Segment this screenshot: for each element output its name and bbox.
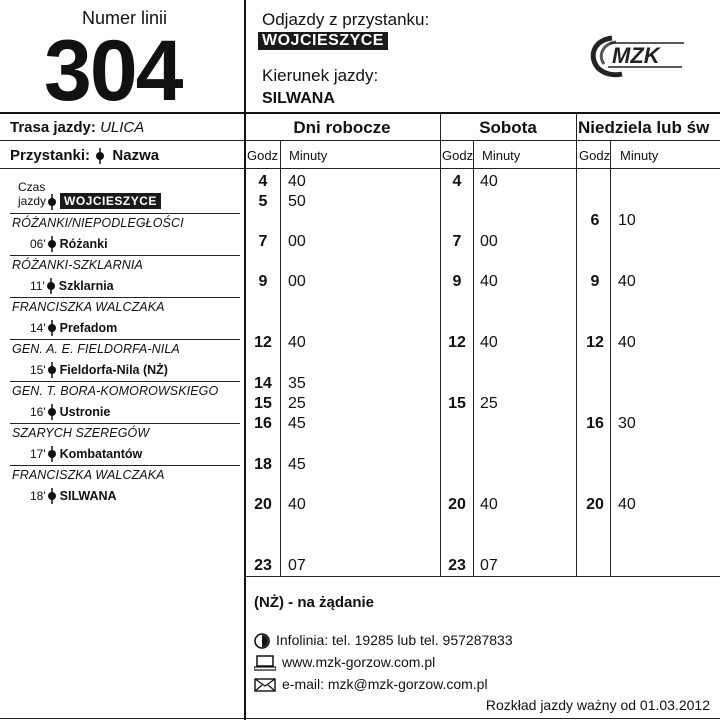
- stop-travel-time: 17': [30, 447, 46, 461]
- saturday-minutes: 25: [480, 395, 498, 412]
- stop-travel-time: 14': [30, 321, 46, 335]
- route-number-label: Numer linii: [82, 8, 168, 28]
- weekday-hour: 15: [254, 395, 272, 412]
- sunday-hour-header: Godz: [579, 148, 611, 163]
- stop-row: [30, 403, 110, 421]
- czas-label: Czas: [18, 180, 46, 194]
- sunday-minutes: 30: [618, 415, 636, 432]
- stop-pin-icon: [47, 362, 57, 378]
- stop-name: SILWANA: [59, 489, 117, 503]
- weekday-hour: 5: [258, 193, 268, 210]
- saturday-minutes-header: Minuty: [482, 148, 521, 163]
- departure-stop-name: WOJCIESZYCE: [258, 32, 388, 50]
- sunday-minutes: 40: [618, 273, 636, 290]
- weekday-minutes: 40: [288, 496, 306, 513]
- weekday-hour: 18: [254, 456, 272, 473]
- email-text[interactable]: e-mail: mzk@mzk-gorzow.com.pl: [282, 676, 488, 692]
- departures-label: Odjazdy z przystanku:: [262, 10, 430, 29]
- stop-name: Fieldorfa-Nila (NŻ): [59, 363, 168, 377]
- stop-row: [30, 445, 142, 463]
- stop-travel-time: 06': [30, 237, 46, 251]
- sunday-hour: 6: [590, 212, 600, 229]
- stop-street: FRANCISZKA WALCZAKA: [12, 468, 165, 482]
- sunday-minutes: 40: [618, 334, 636, 351]
- saturday-minutes: 40: [480, 334, 498, 351]
- stop-pin-icon: [47, 488, 57, 504]
- mzk-logo: [584, 32, 690, 78]
- stops-label: Przystanki:: [10, 147, 91, 164]
- weekday-minutes: 00: [288, 273, 306, 290]
- website-row: [254, 654, 435, 671]
- stop-row: [30, 361, 168, 379]
- saturday-minutes: 07: [480, 557, 498, 574]
- stop-pin-icon: [47, 194, 57, 210]
- stop-street: SZARYCH SZEREGÓW: [12, 426, 150, 440]
- weekday-minutes-header: Minuty: [289, 148, 328, 163]
- saturday-hour: 20: [448, 496, 466, 513]
- saturday-minutes: 40: [480, 173, 498, 190]
- weekday-minutes: 45: [288, 415, 306, 432]
- sunday-hour: 20: [586, 496, 604, 513]
- stops-name-label: Nazwa: [112, 147, 160, 164]
- stop-travel-time: 18': [30, 489, 46, 503]
- stop-pin-icon: [47, 320, 57, 336]
- infoline-row: [254, 632, 513, 649]
- stop-street: GEN. A. E. FIELDORFA-NILA: [12, 342, 180, 356]
- saturday-hour: 7: [452, 233, 462, 250]
- saturday-hour: 9: [452, 273, 462, 290]
- stop-pin-icon: [95, 148, 105, 164]
- weekday-minutes: 45: [288, 456, 306, 473]
- weekday-minutes: 35: [288, 375, 306, 392]
- sunday-hour: 16: [586, 415, 604, 432]
- stop-pin-icon: [47, 236, 57, 252]
- jazdy-label: jazdy: [18, 194, 47, 209]
- weekday-column-title: Dni robocze: [293, 118, 391, 137]
- stop-row: [30, 319, 117, 337]
- stop-travel-time: 11': [30, 279, 45, 293]
- saturday-minutes: 40: [480, 496, 498, 513]
- route-type-label: Trasa jazdy:: [10, 119, 96, 136]
- validity-date: Rozkład jazdy ważny od 01.03.2012: [485, 697, 710, 713]
- weekday-hour: 12: [254, 334, 272, 351]
- on-request-note: (NŻ) - na żądanie: [254, 594, 375, 611]
- weekday-hour: 16: [254, 415, 272, 432]
- stop-row: [30, 487, 117, 505]
- weekday-minutes: 40: [288, 173, 306, 190]
- current-stop-name: WOJCIESZYCE: [60, 193, 161, 209]
- sunday-column-title: Niedziela lub św: [578, 118, 710, 137]
- saturday-minutes: 40: [480, 273, 498, 290]
- weekday-hour: 7: [258, 233, 268, 250]
- weekday-hour-header: Godz: [247, 148, 279, 163]
- stop-row: [30, 235, 108, 253]
- sunday-hour: 12: [586, 334, 604, 351]
- mzk-logo-text: MZK: [612, 43, 660, 68]
- saturday-column-title: Sobota: [479, 118, 537, 137]
- stop-street: RÓŻANKI/NIEPODLEGŁOŚCI: [12, 216, 184, 230]
- sunday-minutes-header: Minuty: [620, 148, 659, 163]
- route-type-row: [10, 119, 144, 136]
- direction-name: SILWANA: [262, 90, 335, 107]
- stops-header-row: [10, 147, 159, 164]
- infoline-text: Infolinia: tel. 19285 lub tel. 957287833: [276, 632, 513, 648]
- saturday-hour: 12: [448, 334, 466, 351]
- stop-street: FRANCISZKA WALCZAKA: [12, 300, 165, 314]
- stop-travel-time: 16': [30, 405, 46, 419]
- envelope-icon: [254, 678, 276, 692]
- sunday-hour: 9: [590, 273, 600, 290]
- sunday-minutes: 40: [618, 496, 636, 513]
- direction-label: Kierunek jazdy:: [262, 66, 379, 85]
- saturday-hour-header: Godz: [442, 148, 474, 163]
- weekday-minutes: 00: [288, 233, 306, 250]
- stop-pin-icon: [46, 278, 56, 294]
- saturday-hour: 4: [452, 173, 462, 190]
- weekday-hour: 23: [254, 557, 272, 574]
- mzk-logo-graphic: [584, 32, 690, 78]
- website-text[interactable]: www.mzk-gorzow.com.pl: [282, 654, 436, 670]
- weekday-hour: 9: [258, 273, 268, 290]
- weekday-hour: 14: [254, 375, 272, 392]
- stop-pin-icon: [47, 446, 57, 462]
- email-row: [254, 676, 488, 692]
- stop-name: Szklarnia: [58, 279, 114, 293]
- sunday-minutes: 10: [618, 212, 636, 229]
- phone-icon: [254, 633, 270, 649]
- stop-name: Różanki: [59, 237, 108, 251]
- weekday-hour: 20: [254, 496, 272, 513]
- weekday-hour: 4: [258, 173, 268, 190]
- stop-travel-time: 15': [30, 363, 46, 377]
- weekday-minutes: 50: [288, 193, 306, 210]
- weekday-minutes: 40: [288, 334, 306, 351]
- stop-name: Ustronie: [59, 405, 111, 419]
- stop-name: Prefadom: [59, 321, 118, 335]
- saturday-hour: 23: [448, 557, 466, 574]
- route-type-value: ULICA: [100, 119, 145, 136]
- stop-street: RÓŻANKI-SZKLARNIA: [12, 258, 143, 272]
- weekday-minutes: 25: [288, 395, 306, 412]
- saturday-minutes: 00: [480, 233, 498, 250]
- computer-icon: [254, 655, 276, 671]
- current-stop-row: [18, 194, 161, 210]
- stop-row: [30, 277, 114, 295]
- stop-pin-icon: [47, 404, 57, 420]
- stop-street: GEN. T. BORA-KOMOROWSKIEGO: [12, 384, 219, 398]
- weekday-minutes: 07: [288, 557, 306, 574]
- stop-name: Kombatantów: [59, 447, 143, 461]
- route-number: 304: [44, 23, 182, 119]
- saturday-hour: 15: [448, 395, 466, 412]
